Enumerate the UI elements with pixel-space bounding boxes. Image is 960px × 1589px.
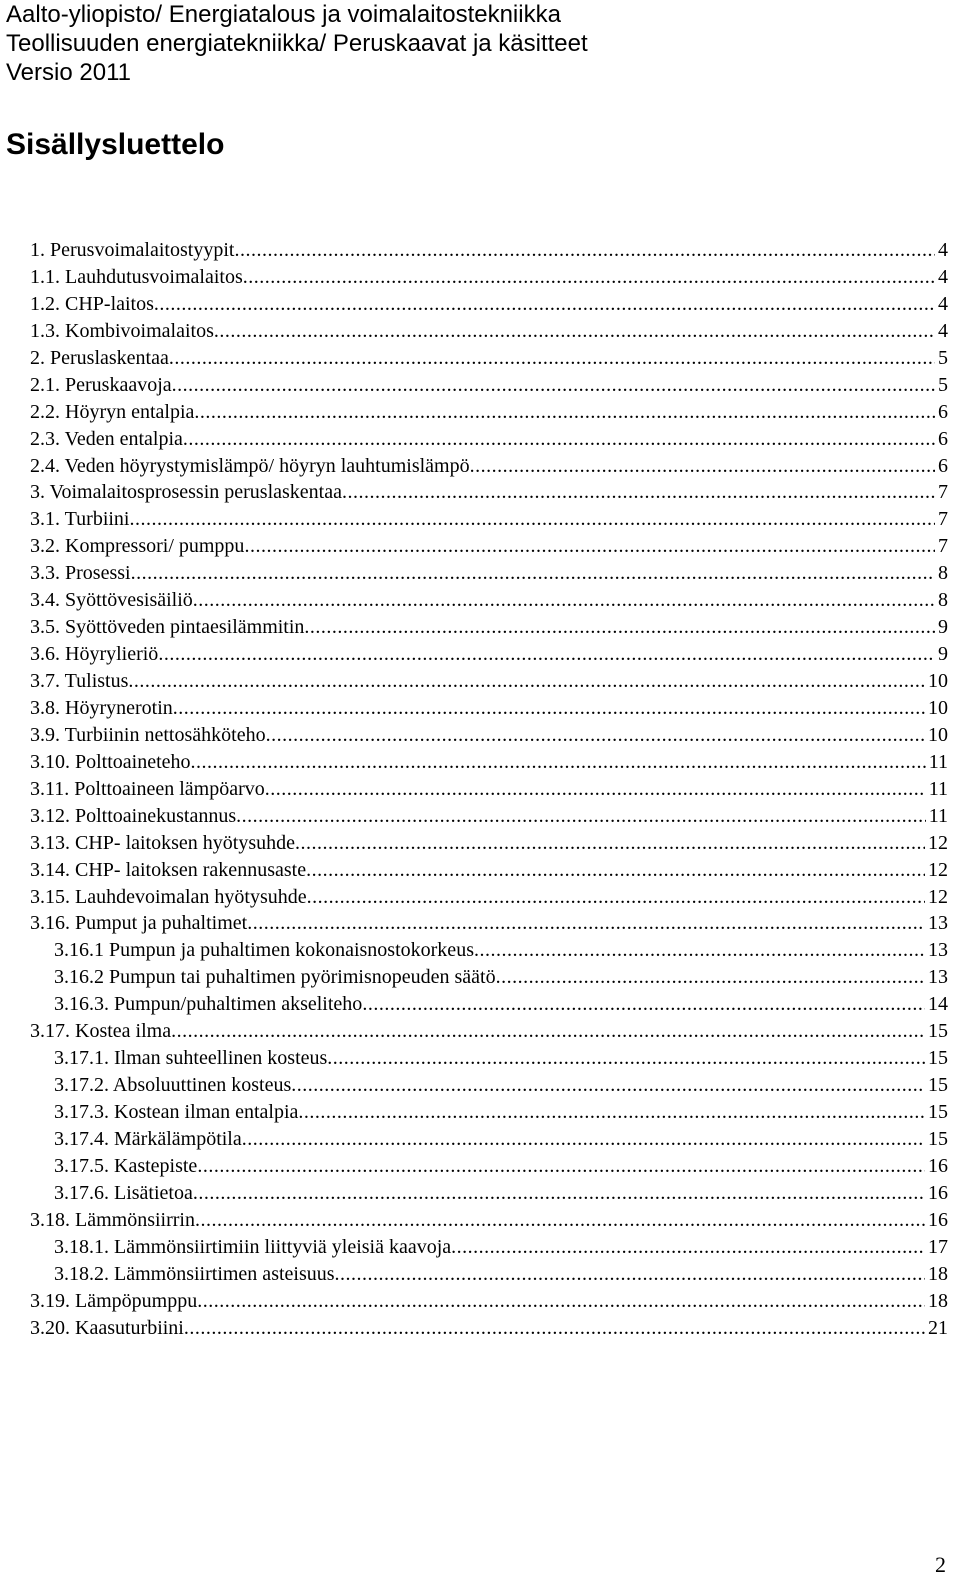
toc-entry-title: 3.14. CHP- laitoksen rakennusaste <box>30 858 307 881</box>
toc-entry[interactable] <box>30 1126 948 1153</box>
toc-entry-title: 3.1. Turbiini <box>30 508 130 531</box>
toc-dot-leader <box>470 453 935 480</box>
toc-dot-leader <box>335 1261 925 1288</box>
toc-entry-page: 12 <box>928 885 948 908</box>
toc-entry-title: 2.3. Veden entalpia <box>30 427 183 450</box>
toc-entry-title: 3.18. Lämmönsiirrin <box>30 1208 195 1231</box>
toc-entry[interactable] <box>30 345 948 372</box>
toc-entry[interactable] <box>30 722 948 749</box>
toc-dot-leader <box>304 614 935 641</box>
toc-entry-title: 3.16. Pumput ja puhaltimet <box>30 912 248 935</box>
toc-dot-leader <box>474 937 925 964</box>
toc-dot-leader <box>236 803 926 830</box>
toc-entry-page: 6 <box>938 400 948 423</box>
toc-entry-page: 11 <box>928 804 948 827</box>
toc-entry-title: 3.3. Prosessi <box>30 562 131 585</box>
toc-entry[interactable] <box>30 1072 948 1099</box>
toc-dot-leader <box>172 372 935 399</box>
toc-entry[interactable] <box>30 910 948 937</box>
toc-dot-leader <box>184 1315 925 1342</box>
toc-entry[interactable] <box>30 506 948 533</box>
toc-entry[interactable] <box>30 1018 948 1045</box>
toc-entry-page: 15 <box>928 1074 948 1097</box>
toc-entry-page: 15 <box>928 1127 948 1150</box>
toc-entry[interactable] <box>30 1045 948 1072</box>
toc-entry[interactable] <box>30 614 948 641</box>
toc-entry[interactable] <box>30 991 948 1018</box>
toc-dot-leader <box>171 1018 925 1045</box>
toc-entry-title: 3.17.4. Märkälämpötila <box>54 1127 242 1150</box>
toc-entry-title: 3.11. Polttoaineen lämpöarvo <box>30 777 265 800</box>
toc-dot-leader <box>193 1180 925 1207</box>
toc-entry-page: 10 <box>928 723 948 746</box>
toc-dot-leader <box>306 857 925 884</box>
toc-entry[interactable] <box>30 776 948 803</box>
toc-entry-title: 2.4. Veden höyrystymislämpö/ höyryn lauhtumislämpö <box>30 454 470 477</box>
toc-dot-leader <box>291 1072 925 1099</box>
toc-entry[interactable] <box>30 884 948 911</box>
toc-entry[interactable] <box>30 399 948 426</box>
header-organization: Aalto-yliopisto/ Energiatalous ja voimalaitostekniikka <box>6 1 561 28</box>
toc-entry-page: 13 <box>928 966 948 989</box>
toc-dot-leader <box>298 1099 925 1126</box>
toc-entry-page: 4 <box>938 292 948 315</box>
toc-dot-leader <box>197 1153 925 1180</box>
toc-dot-leader <box>154 291 935 318</box>
toc-entry-page: 12 <box>928 858 948 881</box>
toc-dot-leader <box>362 991 925 1018</box>
toc-entry-page: 4 <box>938 265 948 288</box>
toc-dot-leader <box>327 1045 925 1072</box>
toc-entry[interactable] <box>30 453 948 480</box>
toc-entry-title: 3.4. Syöttövesisäiliö <box>30 589 193 612</box>
toc-entry-title: 3.5. Syöttöveden pintaesilämmitin <box>30 616 305 639</box>
toc-entry-title: 3.16.3. Pumpun/puhaltimen akseliteho <box>54 993 363 1016</box>
toc-entry-page: 5 <box>938 373 948 396</box>
toc-entry-title: 3.9. Turbiinin nettosähköteho <box>30 723 266 746</box>
header-version: Versio 2011 <box>6 59 131 86</box>
toc-dot-leader <box>194 399 935 426</box>
toc-entry-page: 12 <box>928 831 948 854</box>
toc-entry-page: 7 <box>938 508 948 531</box>
toc-entry-page: 13 <box>928 912 948 935</box>
toc-entry[interactable] <box>30 668 948 695</box>
toc-entry[interactable] <box>30 1288 948 1315</box>
toc-entry[interactable] <box>30 695 948 722</box>
toc-entry-page: 7 <box>938 481 948 504</box>
toc-dot-leader <box>244 533 935 560</box>
toc-dot-leader <box>128 668 925 695</box>
toc-entry-title: 3.17.1. Ilman suhteellinen kosteus <box>54 1047 328 1070</box>
toc-entry[interactable] <box>30 560 948 587</box>
toc-dot-leader <box>158 641 935 668</box>
toc-entry-title: 3.10. Polttoaineteho <box>30 750 191 773</box>
toc-entry[interactable] <box>30 1261 948 1288</box>
toc-entry-title: 3.17.3. Kostean ilman entalpia <box>54 1101 299 1123</box>
toc-entry-page: 16 <box>928 1181 948 1204</box>
toc-dot-leader <box>193 587 935 614</box>
toc-entry[interactable] <box>30 749 948 776</box>
page-number: 2 <box>935 1552 946 1577</box>
toc-entry-title: 3.17. Kostea ilma <box>30 1020 172 1043</box>
toc-entry[interactable] <box>30 830 948 857</box>
toc-dot-leader <box>191 749 926 776</box>
toc-entry-title: 3.18.1. Lämmönsiirtimiin liittyviä yleisiä kaavoja <box>54 1235 452 1258</box>
toc-entry-page: 5 <box>938 346 948 369</box>
toc-entry-title: 1. Perusvoimalaitostyypit <box>30 239 235 261</box>
toc-entry-title: 1.1. Lauhdutusvoimalaitos <box>30 265 243 288</box>
toc-entry-page: 9 <box>938 643 948 666</box>
toc-dot-leader <box>169 345 935 372</box>
toc-entry-title: 3.8. Höyrynerotin <box>30 696 173 719</box>
toc-entry[interactable] <box>30 372 948 399</box>
toc-entry[interactable] <box>30 479 948 506</box>
toc-entry-title: 3.17.6. Lisätietoa <box>54 1181 193 1204</box>
toc-entry[interactable] <box>30 291 948 318</box>
toc-entry-title: 3.20. Kaasuturbiini <box>30 1316 184 1339</box>
toc-entry-page: 10 <box>928 696 948 719</box>
toc-entry-page: 18 <box>928 1289 948 1312</box>
toc-entry-title: 3. Voimalaitosprosessin peruslaskentaa <box>30 481 342 504</box>
toc-entry-page: 21 <box>928 1316 948 1339</box>
toc-entry-title: 3.18.2. Lämmönsiirtimen asteisuus <box>54 1262 335 1285</box>
toc-entry[interactable] <box>30 803 948 830</box>
toc-entry-page: 6 <box>938 427 948 450</box>
toc-dot-leader <box>295 830 925 857</box>
toc-dot-leader <box>183 426 935 453</box>
toc-entry-title: 2. Peruslaskentaa <box>30 346 169 369</box>
toc-entry-page: 4 <box>938 319 948 342</box>
toc-entry[interactable] <box>30 426 948 453</box>
toc-entry-page: 10 <box>928 670 948 692</box>
toc-entry[interactable] <box>30 1315 948 1342</box>
toc-entry-title: 3.15. Lauhdevoimalan hyötysuhde <box>30 885 307 908</box>
toc-entry-page: 4 <box>938 239 948 261</box>
toc-entry-page: 11 <box>928 777 948 800</box>
toc-entry-page: 18 <box>928 1262 948 1285</box>
page-title: Sisällysluettelo <box>6 128 225 161</box>
toc-entry-page: 8 <box>938 562 948 585</box>
toc-entry[interactable] <box>30 1234 948 1261</box>
toc-entry-page: 14 <box>928 993 948 1016</box>
toc-dot-leader <box>234 237 935 264</box>
toc-entry-page: 6 <box>938 454 948 477</box>
toc-entry-title: 3.6. Höyrylieriö <box>30 643 159 666</box>
toc-entry-title: 3.17.2. Absoluuttinen kosteus <box>54 1074 292 1097</box>
toc-entry-title: 3.2. Kompressori/ pumppu <box>30 535 245 558</box>
toc-entry-page: 16 <box>928 1208 948 1231</box>
toc-dot-leader <box>265 776 926 803</box>
toc-dot-leader <box>131 560 935 587</box>
toc-entry-title: 3.16.1 Pumpun ja puhaltimen kokonaisnostokorkeus <box>54 939 474 962</box>
toc-entry[interactable] <box>30 237 948 264</box>
toc-dot-leader <box>129 506 935 533</box>
toc-entry[interactable] <box>30 937 948 964</box>
toc-dot-leader <box>266 722 925 749</box>
toc-dot-leader <box>214 318 935 345</box>
toc-entry[interactable] <box>30 318 948 345</box>
toc-dot-leader <box>242 1126 925 1153</box>
toc-entry-page: 8 <box>938 589 948 612</box>
toc-entry-title: 3.13. CHP- laitoksen hyötysuhde <box>30 831 295 854</box>
toc-entry[interactable] <box>30 533 948 560</box>
toc-dot-leader <box>247 910 925 937</box>
toc-dot-leader <box>307 884 925 911</box>
toc-entry[interactable] <box>30 1153 948 1180</box>
header-course: Teollisuuden energiatekniikka/ Peruskaavat ja käsitteet <box>6 30 588 57</box>
toc-entry[interactable] <box>30 1180 948 1207</box>
toc-dot-leader <box>195 1207 925 1234</box>
toc-entry-page: 16 <box>928 1154 948 1177</box>
toc-entry[interactable] <box>30 1207 948 1234</box>
toc-entry[interactable] <box>30 641 948 668</box>
toc-entry-page: 15 <box>928 1101 948 1123</box>
toc-entry-title: 1.3. Kombivoimalaitos <box>30 319 214 342</box>
toc-dot-leader <box>173 695 925 722</box>
toc-dot-leader <box>243 264 935 291</box>
toc-dot-leader <box>451 1234 925 1261</box>
toc-entry-page: 13 <box>928 939 948 962</box>
toc-entry[interactable] <box>30 587 948 614</box>
table-of-contents <box>30 237 948 1341</box>
toc-entry-title: 3.19. Lämpöpumppu <box>30 1289 198 1312</box>
toc-entry-page: 9 <box>938 616 948 639</box>
toc-entry-title: 3.12. Polttoainekustannus <box>30 804 237 827</box>
toc-entry-page: 15 <box>928 1020 948 1043</box>
toc-entry-title: 1.2. CHP-laitos <box>30 292 154 315</box>
toc-entry-page: 15 <box>928 1047 948 1070</box>
toc-entry-page: 17 <box>928 1235 948 1258</box>
toc-entry[interactable] <box>30 264 948 291</box>
toc-dot-leader <box>197 1288 925 1315</box>
toc-entry-page: 7 <box>938 535 948 558</box>
toc-entry[interactable] <box>30 1099 948 1126</box>
document-header <box>6 0 588 87</box>
toc-entry-title: 2.2. Höyryn entalpia <box>30 400 195 423</box>
toc-entry-title: 3.7. Tulistus <box>30 670 129 692</box>
toc-entry[interactable] <box>30 964 948 991</box>
toc-dot-leader <box>496 964 925 991</box>
toc-entry-title: 3.17.5. Kastepiste <box>54 1154 198 1177</box>
toc-entry-page: 11 <box>928 750 948 773</box>
toc-entry[interactable] <box>30 857 948 884</box>
toc-dot-leader <box>342 479 935 506</box>
toc-entry-title: 3.16.2 Pumpun tai puhaltimen pyörimisnopeuden säätö <box>54 966 496 989</box>
toc-entry-title: 2.1. Peruskaavoja <box>30 373 172 396</box>
